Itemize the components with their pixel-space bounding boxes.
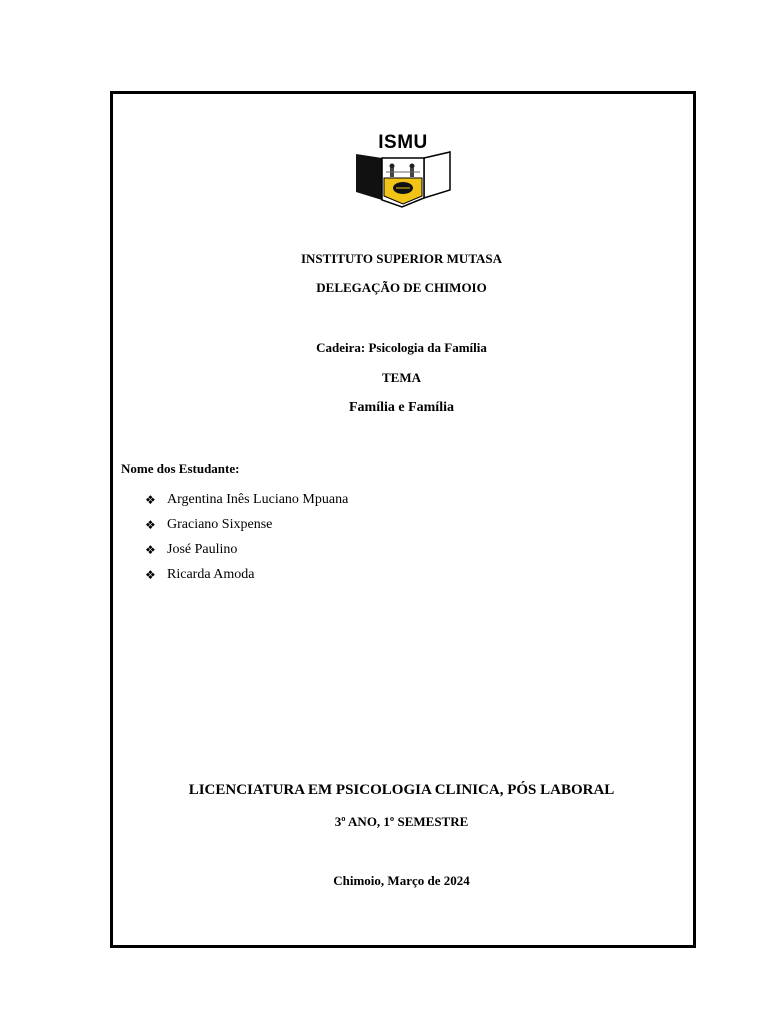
list-item [145, 491, 348, 516]
list-item [145, 516, 348, 541]
student-name: Graciano Sixpense [167, 517, 273, 532]
tema-label: TEMA [382, 370, 421, 385]
student-name: Ricarda Amoda [167, 567, 255, 582]
delegation-name: DELEGAÇÃO DE CHIMOIO [316, 280, 487, 295]
degree-title: LICENCIATURA EM PSICOLOGIA CLINICA, PÓS LABORAL [188, 782, 615, 798]
institute-name: INSTITUTO SUPERIOR MUTASA [300, 251, 503, 266]
list-item [145, 541, 348, 566]
students-label: Nome dos Estudante: [121, 461, 240, 476]
place-date: Chimoio, Março de 2024 [333, 873, 470, 888]
student-name: Argentina Inês Luciano Mpuana [167, 492, 349, 507]
subject-line: Cadeira: Psicologia da Família [316, 340, 487, 355]
diamond-bullet-icon: ❖ [145, 568, 156, 582]
student-name: José Paulino [167, 542, 238, 557]
logo-text: ISMU [378, 132, 428, 153]
ismu-book-logo-icon [354, 150, 452, 210]
diamond-bullet-icon: ❖ [145, 518, 156, 532]
students-list [145, 491, 348, 591]
list-item [145, 566, 348, 591]
diamond-bullet-icon: ❖ [145, 493, 156, 507]
year-semester: 3º ANO, 1º SEMESTRE [334, 814, 469, 829]
ismu-logo [354, 132, 452, 210]
diamond-bullet-icon: ❖ [145, 543, 156, 557]
theme-title: Família e Família [349, 400, 454, 415]
